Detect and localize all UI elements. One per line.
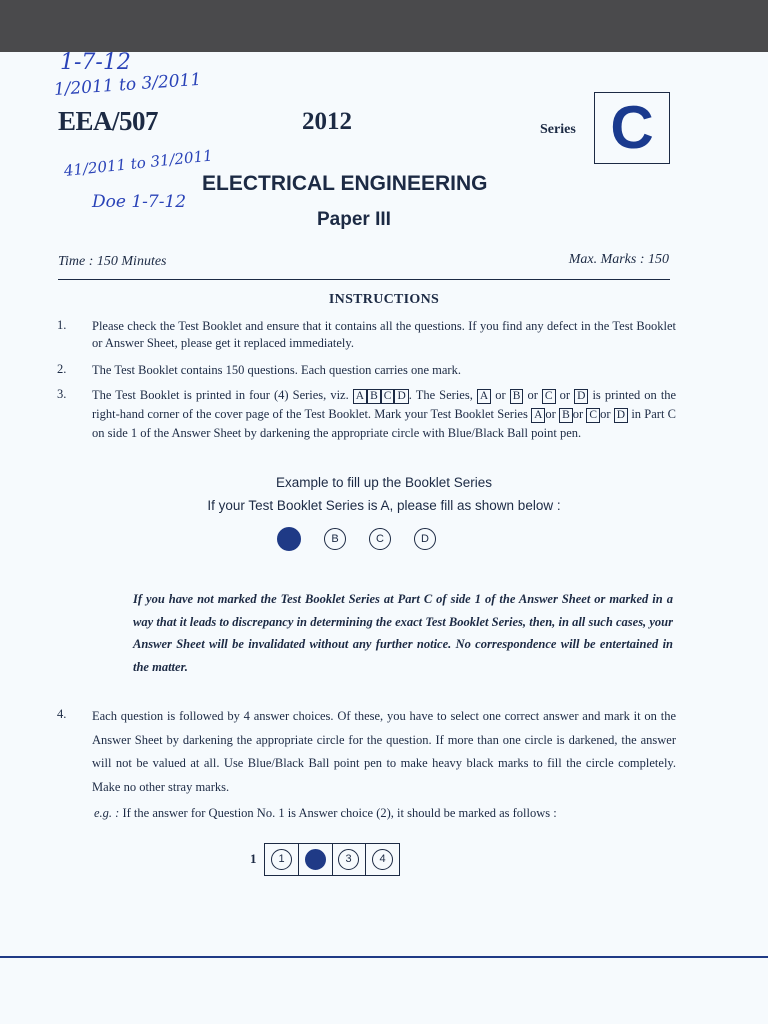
question-number: 1 xyxy=(250,851,257,866)
example-title: Example to fill up the Booklet Series xyxy=(275,475,493,490)
exam-code: EEA/507 xyxy=(58,106,159,136)
series-box-b: B xyxy=(510,389,524,404)
instruction-3-text: . The Series, xyxy=(408,388,473,402)
instruction-number: 3. xyxy=(57,387,67,401)
subject-title: ELECTRICAL ENGINEERING xyxy=(202,172,488,195)
instruction-number: 1. xyxy=(57,318,67,332)
answer-choice-3: 3 xyxy=(338,849,359,870)
instruction-number: 4. xyxy=(57,707,67,721)
paper-title: Paper III xyxy=(317,209,391,230)
series-box-a: A xyxy=(353,389,367,404)
handwritten-range: 1/2011 to 3/2011 xyxy=(53,69,202,100)
instruction-3 xyxy=(92,386,676,443)
example-subtitle: If your Test Booklet Series is A, please fill as shown below : xyxy=(207,498,561,513)
series-box-d: D xyxy=(614,408,628,423)
or-text: or xyxy=(495,388,506,402)
example-answer-text xyxy=(94,806,557,821)
header-rule xyxy=(58,279,670,280)
answer-choice-1: 1 xyxy=(271,849,292,870)
answer-choice-2-filled xyxy=(305,849,326,870)
instruction-4: Each question is followed by 4 answer choices. Of these, you have to select one correct answer and mark it on the Answer Sheet by darkening the appropriate circle for the question. If more than one circle is darkened, the answer will not be valued at all. Use Blue/Black Ball point pen to make heavy black marks to fill the circle completely. Make no other stray marks. xyxy=(92,709,676,794)
bubble-c: C xyxy=(369,528,391,550)
series-box-d: D xyxy=(574,389,588,404)
series-box-c: C xyxy=(542,389,556,404)
or-text: or xyxy=(559,388,571,402)
handwritten-range-2: 41/2011 to 31/2011 xyxy=(63,146,214,180)
scan-top-border xyxy=(0,0,768,52)
time-allowed: Time : 150 Minutes xyxy=(58,254,167,269)
answer-divider xyxy=(365,844,366,875)
handwritten-date: 1-7-12 xyxy=(60,50,131,75)
exam-year: 2012 xyxy=(302,108,352,135)
footer-rule xyxy=(0,956,768,958)
filled-bubble xyxy=(277,527,301,551)
series-box-d: D xyxy=(394,389,408,404)
series-box-b: B xyxy=(559,408,573,423)
answer-choice-4: 4 xyxy=(372,849,393,870)
series-label: Series xyxy=(540,122,576,137)
instruction-3-text: in Part C on side 1 of the Answer Sheet by darkening the appropriate circle with Blue/Black Ball point pen. xyxy=(92,407,677,440)
invalidation-warning: If you have not marked the Test Booklet Series at Part C of side 1 of the Answer Sheet or marked in a way that it leads to discrepancy in determining the exact Test Booklet Series, then, in all such cases, your Answer Sheet will be invalidated without any further notice. No correspondence will be entertained in the matter. xyxy=(133,592,673,674)
or-text: or xyxy=(600,407,611,421)
series-letter-box: C xyxy=(594,92,670,164)
max-marks: Max. Marks : 150 xyxy=(568,252,669,267)
or-text: or xyxy=(527,388,538,402)
answer-divider xyxy=(298,844,299,875)
instruction-1: Please check the Test Booklet and ensure that it contains all the questions. If you find any defect in the Test Booklet or Answer Sheet, please get it replaced immediately. xyxy=(92,319,676,350)
series-box-a: A xyxy=(477,389,491,404)
series-box-c: C xyxy=(586,408,600,423)
bubble-d: D xyxy=(414,528,436,550)
answer-divider xyxy=(332,844,333,875)
or-text: or xyxy=(572,407,584,421)
instruction-3-text: The Test Booklet is printed in four (4) Series, viz. xyxy=(92,388,349,402)
series-box-b: B xyxy=(367,389,381,404)
series-box-c: C xyxy=(381,389,395,404)
eg-label: e.g. : xyxy=(94,806,120,820)
handwritten-note: Doe 1-7-12 xyxy=(92,192,187,212)
answer-box xyxy=(264,843,400,876)
bubble-b: B xyxy=(324,528,346,550)
instructions-heading: INSTRUCTIONS xyxy=(328,292,440,307)
eg-text: If the answer for Question No. 1 is Answer choice (2), it should be marked as follows : xyxy=(122,806,557,820)
instruction-2: The Test Booklet contains 150 questions. Each question carries one mark. xyxy=(92,363,461,377)
or-text: or xyxy=(545,407,556,421)
instruction-3-text: is printed on the right-hand corner of the cover page of the Test Booklet. Mark your Test Booklet Series xyxy=(92,388,677,421)
series-box-a: A xyxy=(531,408,545,423)
instruction-number: 2. xyxy=(57,362,67,376)
